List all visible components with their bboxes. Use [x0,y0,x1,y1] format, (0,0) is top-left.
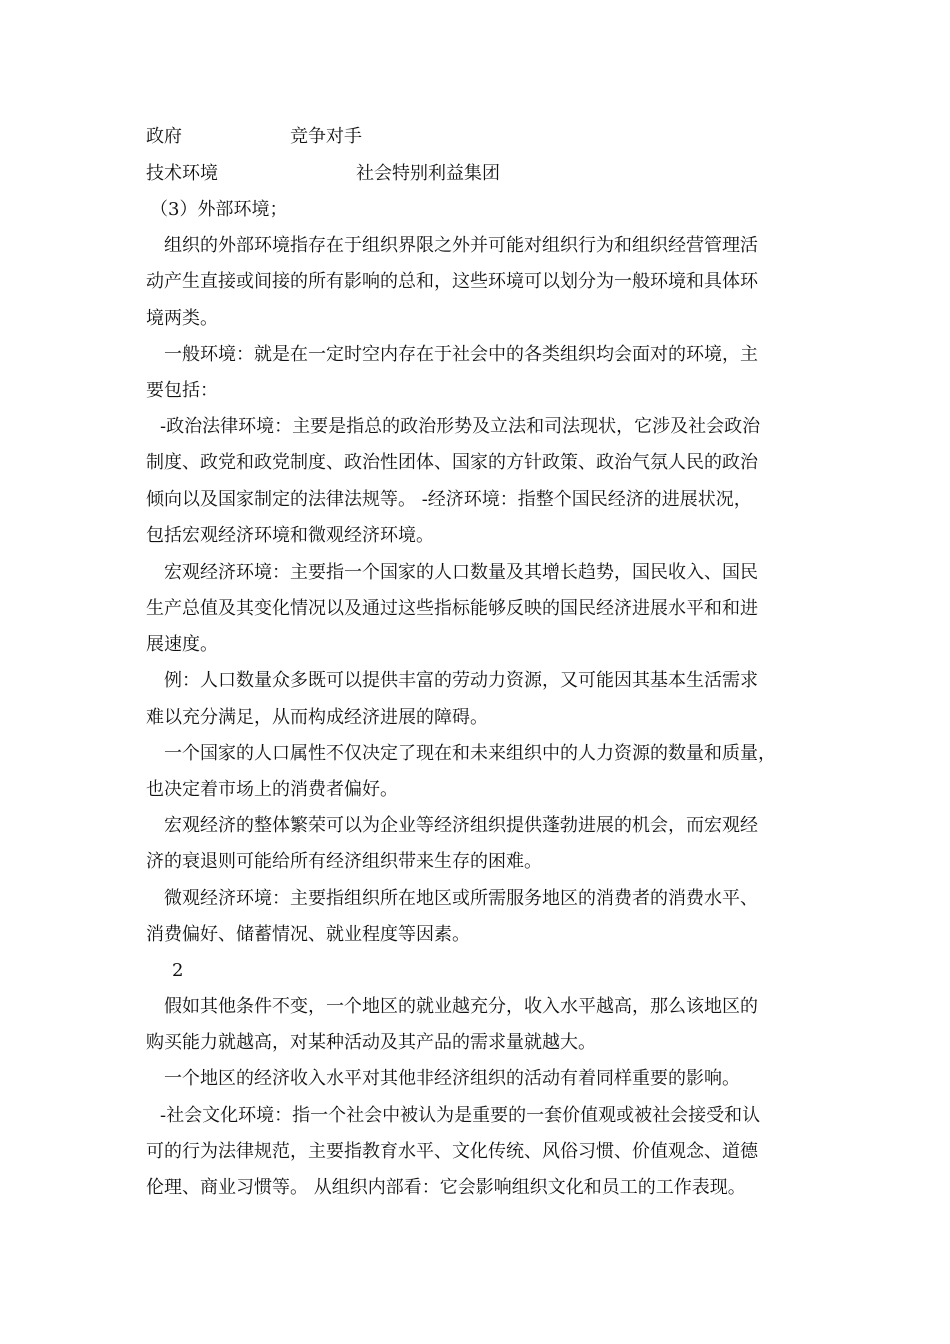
paragraph-line: 假如其他条件不变，一个地区的就业越充分，收入水平越高，那么该地区的 [164,996,758,1017]
paragraph-line: 微观经济环境：主要指组织所在地区或所需服务地区的消费者的消费水平、 [164,888,758,909]
paragraph-line: 制度、政党和政党制度、政治性团体、国家的方针政策、政治气氛人民的政治 [146,452,758,473]
paragraph-line: 动产生直接或间接的所有影响的总和，这些环境可以划分为一般环境和具体环 [146,271,758,292]
paragraph-line: 一个地区的经济收入水平对其他非经济组织的活动有着同样重要的影响。 [164,1068,740,1089]
paragraph-line: 要包括： [146,380,218,401]
table-cell: 社会特别利益集团 [356,163,500,184]
paragraph-line: 购买能力就越高，对某种活动及其产品的需求量就越大。 [146,1032,596,1053]
paragraph-line: 宏观经济环境：主要指一个国家的人口数量及其增长趋势，国民收入、国民 [164,562,758,583]
paragraph-line: 伦理、商业习惯等。 从组织内部看：它会影响组织文化和员工的工作表现。 [146,1177,746,1198]
paragraph-line: 难以充分满足，从而构成经济进展的障碍。 [146,707,488,728]
paragraph-line: 一个国家的人口属性不仅决定了现在和未来组织中的人力资源的数量和质量， [164,743,776,764]
table-cell: 技术环境 [146,163,218,184]
paragraph-line: 包括宏观经济环境和微观经济环境。 [146,525,434,546]
table-cell: 政府 [146,126,182,147]
paragraph-line: 展速度。 [146,634,218,655]
section-heading: （3）外部环境； [150,199,288,220]
paragraph-line: 组织的外部环境指存在于组织界限之外并可能对组织行为和组织经营管理活 [164,235,758,256]
paragraph-line: 境两类。 [146,308,218,329]
paragraph-line: 消费偏好、储蓄情况、就业程度等因素。 [146,924,470,945]
paragraph-line: 也决定着市场上的消费者偏好。 [146,779,398,800]
paragraph-line: 例：人口数量众多既可以提供丰富的劳动力资源，又可能因其基本生活需求 [164,670,758,691]
paragraph-line: 倾向以及国家制定的法律法规等。 -经济环境：指整个国民经济的进展状况， [146,489,752,510]
paragraph-line: -社会文化环境：指一个社会中被认为是重要的一套价值观或被社会接受和认 [160,1105,761,1126]
paragraph-line: 宏观经济的整体繁荣可以为企业等经济组织提供蓬勃进展的机会，而宏观经 [164,815,758,836]
paragraph-line: 济的衰退则可能给所有经济组织带来生存的困难。 [146,851,542,872]
page-number: 2 [172,960,184,981]
paragraph-line: 可的行为法律规范，主要指教育水平、文化传统、风俗习惯、价值观念、道德 [146,1141,758,1162]
paragraph-line: 生产总值及其变化情况以及通过这些指标能够反映的国民经济进展水平和和进 [146,598,758,619]
table-cell: 竞争对手 [290,126,362,147]
paragraph-line: -政治法律环境：主要是指总的政治形势及立法和司法现状，它涉及社会政治 [160,416,761,437]
paragraph-line: 一般环境：就是在一定时空内存在于社会中的各类组织均会面对的环境，主 [164,344,758,365]
